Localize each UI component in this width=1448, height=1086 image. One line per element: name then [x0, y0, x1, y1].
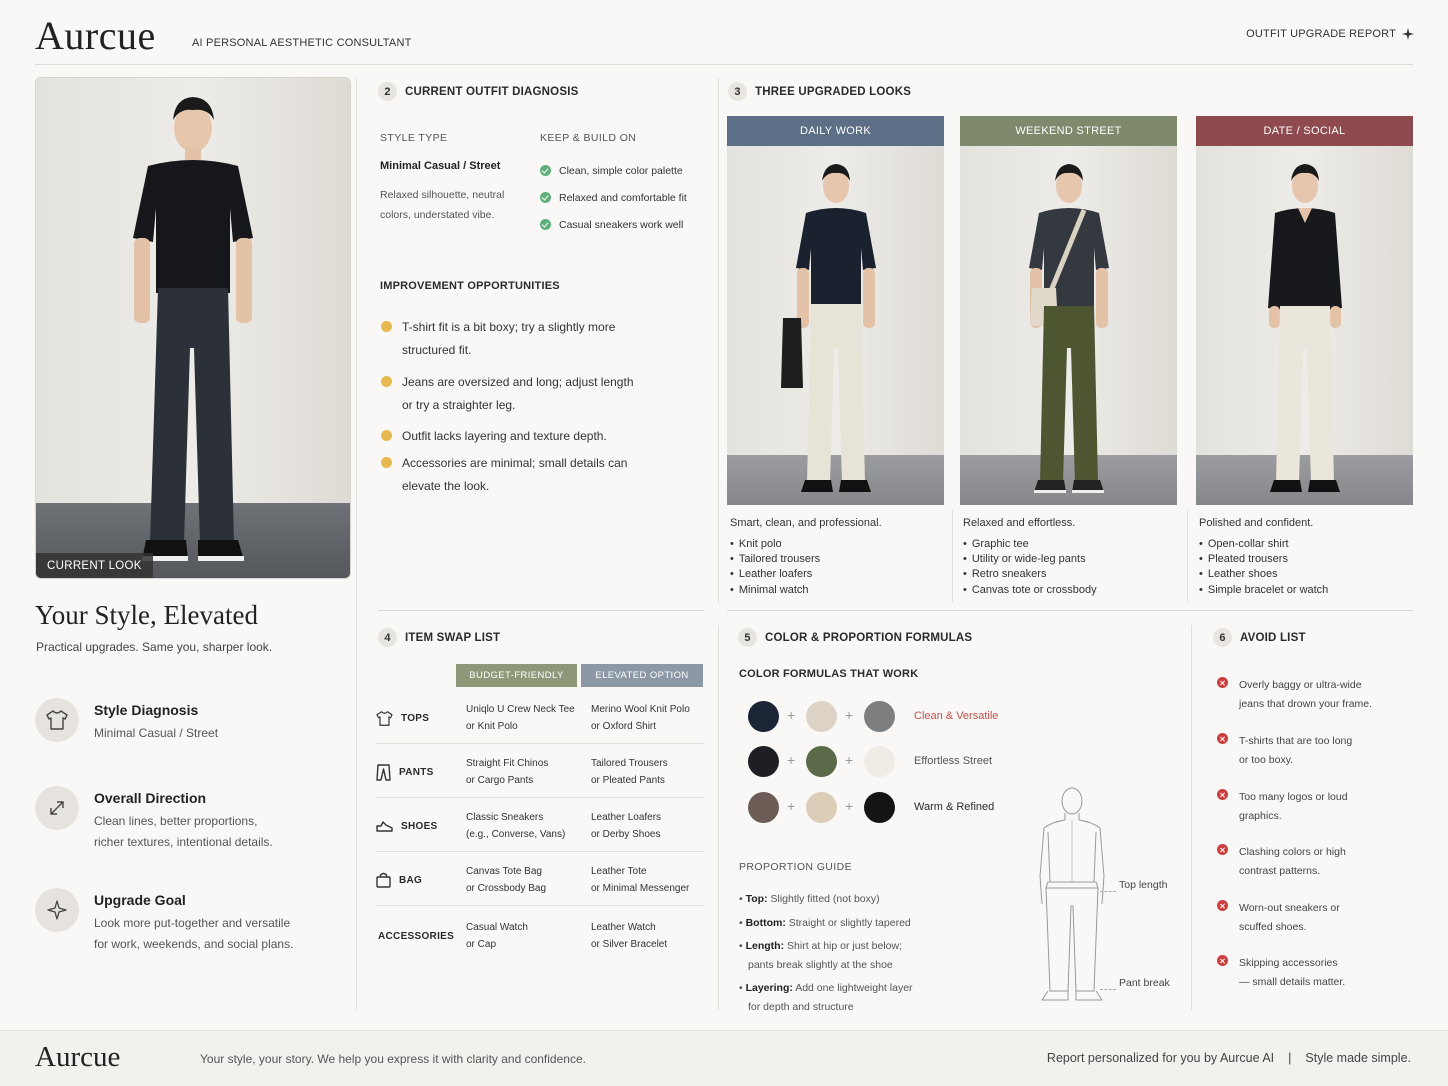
improve-line: structured fit.: [402, 342, 472, 357]
summary-text: Look more put-together and versatile: [94, 916, 291, 930]
section-title: CURRENT OUTFIT DIAGNOSIS: [405, 85, 579, 98]
avoid-item: [1217, 954, 1372, 1010]
avoid-line: scuffed shoes.: [1239, 921, 1307, 933]
check-icon: [540, 165, 551, 176]
summary-text: for work, weekends, and social plans.: [94, 937, 294, 951]
section-divider: [378, 610, 704, 611]
budget-column-header: BUDGET-FRIENDLY: [456, 664, 577, 687]
avoid-item: [1217, 843, 1372, 899]
look-card-date-social: [1196, 116, 1413, 598]
person-figure: [781, 158, 891, 498]
shirt-icon-circle: [35, 698, 79, 742]
bullet-icon: [381, 457, 392, 468]
look-header: DAILY WORK: [727, 116, 944, 146]
look-bullet: • Simple bracelet or watch: [1199, 583, 1413, 598]
option-line: Leather Loafers: [591, 812, 662, 823]
footer-tagline: Your style, your story. We help you express it with clarity and confidence.: [200, 1052, 586, 1066]
x-icon: [1217, 733, 1228, 744]
summary-text: Clean lines, better proportions,: [94, 814, 258, 828]
person-figure: [1014, 158, 1124, 498]
keep-label: KEEP & BUILD ON: [540, 132, 637, 144]
improve-line: Jeans are oversized and long; adjust length: [402, 375, 634, 389]
look-bullet: • Knit polo: [730, 537, 944, 552]
avoid-item: [1217, 676, 1372, 732]
x-icon: [1217, 789, 1228, 800]
swap-row-pants: [376, 746, 704, 798]
look-bullet: • Utility or wide-leg pants: [963, 552, 1177, 567]
plus-icon: +: [787, 798, 796, 814]
keep-text: Relaxed and comfortable fit: [559, 191, 687, 204]
sparkle-icon: [1402, 28, 1414, 40]
option-line: Straight Fit Chinos: [466, 758, 549, 769]
improve-item: [381, 452, 627, 497]
option-line: Canvas Tote Bag: [466, 866, 542, 877]
proportion-label: PROPORTION GUIDE: [739, 861, 852, 873]
option-line: or Oxford Shirt: [591, 720, 657, 732]
avoid-line: Skipping accessories: [1239, 957, 1338, 969]
bullet-icon: [381, 321, 392, 332]
formulas-heading: [738, 628, 972, 647]
proportion-key: Layering:: [745, 982, 793, 994]
bag-icon: [376, 872, 391, 888]
avoid-line: Too many logos or loud: [1239, 791, 1348, 803]
shirt-icon: [46, 710, 68, 730]
footer-brand: Aurcue: [35, 1041, 121, 1073]
proportion-key: Top:: [745, 893, 768, 905]
proportion-text: for depth and structure: [748, 1000, 854, 1013]
color-swatch: [806, 701, 837, 732]
style-desc: Relaxed silhouette, neutral: [380, 189, 505, 201]
improve-line: Outfit lacks layering and texture depth.: [402, 429, 607, 443]
option-line: Merino Wool Knit Polo: [591, 704, 690, 715]
proportion-item: • Layering: Add one lightweight layer for depth and structure: [739, 979, 939, 1016]
summary-text: richer textures, intentional details.: [94, 835, 273, 849]
proportion-figure-sketch: [1032, 786, 1112, 1008]
look-photo: [1196, 146, 1413, 505]
look-bullet: • Pleated trousers: [1199, 552, 1413, 567]
option-line: or Pleated Pants: [591, 774, 665, 786]
avoid-line: jeans that drown your frame.: [1239, 698, 1373, 710]
budget-option: [466, 920, 528, 953]
option-line: or Cargo Pants: [466, 774, 534, 786]
x-icon: [1217, 844, 1228, 855]
keep-text: Clean, simple color palette: [559, 164, 683, 177]
brand-tagline: AI PERSONAL AESTHETIC CONSULTANT: [192, 37, 412, 49]
proportion-text: Slightly fitted (not boxy): [770, 893, 880, 905]
section-divider: [727, 610, 1413, 611]
swap-category-label: SHOES: [401, 820, 438, 832]
color-formula-label: Clean & Versatile: [914, 710, 999, 722]
option-line: or Silver Bracelet: [591, 938, 668, 950]
look-divider: [1187, 510, 1188, 602]
column-divider: [718, 625, 719, 1010]
swap-category: [376, 800, 438, 852]
style-type-label: STYLE TYPE: [380, 132, 448, 144]
brand-logo: Aurcue: [35, 13, 156, 58]
elevated-column-header: ELEVATED OPTION: [581, 664, 703, 687]
check-icon: [540, 219, 551, 230]
look-header: DATE / SOCIAL: [1196, 116, 1413, 146]
option-line: or Knit Polo: [466, 720, 518, 732]
look-desc: Relaxed and effortless.: [963, 517, 1076, 529]
budget-option: [466, 756, 548, 789]
option-line: or Derby Shoes: [591, 828, 661, 840]
subhead: Practical upgrades. Same you, sharper look.: [36, 640, 273, 654]
swap-category-label: PANTS: [399, 766, 434, 778]
option-line: Classic Sneakers: [466, 812, 544, 823]
look-desc: Smart, clean, and professional.: [730, 517, 882, 529]
swap-heading: [378, 628, 500, 647]
swap-row-tops: [376, 692, 704, 744]
section-number: 3: [728, 82, 747, 101]
color-swatch: [806, 792, 837, 823]
look-bullet: • Leather loafers: [730, 567, 944, 582]
swap-category: [376, 908, 454, 964]
option-line: Tailored Trousers: [591, 758, 668, 769]
expand-arrows-icon: [48, 799, 66, 817]
elevated-option: [591, 920, 667, 953]
shirt-icon: [376, 711, 393, 726]
current-look-badge: CURRENT LOOK: [36, 553, 153, 578]
look-bullet: • Retro sneakers: [963, 567, 1177, 582]
arrows-icon-circle: [35, 786, 79, 830]
person-figure: [118, 88, 268, 568]
option-line: Casual Watch: [466, 922, 528, 933]
star-icon-circle: [35, 888, 79, 932]
color-swatch: [748, 792, 779, 823]
sparkle-star-icon: [47, 900, 67, 920]
plus-icon: +: [845, 798, 854, 814]
elevated-option: [591, 756, 668, 789]
option-line: Leather Watch: [591, 922, 656, 933]
look-bullets: [1199, 537, 1413, 598]
avoid-item: [1217, 788, 1372, 843]
keep-item: [540, 184, 687, 211]
improve-line: elevate the look.: [402, 478, 490, 493]
avoid-list: [1217, 676, 1372, 1010]
pant-break-label: Pant break: [1119, 977, 1170, 989]
bullet-icon: [381, 376, 392, 387]
elevated-option: [591, 702, 690, 735]
proportion-item: • Bottom: Straight or slightly tapered: [739, 916, 911, 929]
avoid-heading: [1213, 628, 1306, 647]
proportion-item: • Top: Slightly fitted (not boxy): [739, 893, 880, 905]
proportion-key: Length:: [745, 940, 785, 952]
proportion-text: pants break slightly at the shoe: [748, 958, 893, 971]
proportion-key: Bottom:: [745, 916, 786, 929]
color-formula-label: Warm & Refined: [914, 801, 995, 813]
shoe-icon: [376, 820, 393, 833]
look-bullet: • Canvas tote or crossbody: [963, 583, 1177, 598]
color-swatch: [864, 792, 895, 823]
swap-row-bag: [376, 854, 704, 906]
avoid-line: graphics.: [1239, 810, 1282, 822]
proportion-list: [739, 890, 939, 1016]
proportion-item: • Length: Shirt at hip or just below; pants break slightly at the shoe: [739, 937, 939, 974]
avoid-line: or too boxy.: [1239, 754, 1294, 766]
avoid-line: — small details matter.: [1239, 976, 1346, 988]
budget-option: [466, 864, 546, 897]
looks-heading: [728, 82, 911, 101]
avoid-line: Overly baggy or ultra-wide: [1239, 679, 1362, 691]
section-number: 4: [378, 628, 397, 647]
footer-credit-group: [1047, 1051, 1411, 1065]
color-formula-label: Effortless Street: [914, 755, 993, 767]
color-swatch: [748, 746, 779, 777]
color-swatch: [806, 746, 837, 777]
proportion-text: Add one lightweight layer: [795, 982, 913, 994]
look-bullet: • Tailored trousers: [730, 552, 944, 567]
footer-motto: Style made simple.: [1305, 1051, 1411, 1065]
avoid-line: Worn-out sneakers or: [1239, 902, 1340, 914]
report-label-text: OUTFIT UPGRADE REPORT: [1246, 28, 1396, 40]
swap-category-label: ACCESSORIES: [378, 930, 455, 942]
current-look-photo: [35, 77, 351, 579]
improve-label: IMPROVEMENT OPPORTUNITIES: [380, 280, 560, 292]
color-swatch: [864, 701, 895, 732]
look-card-daily-work: [727, 116, 944, 598]
x-icon: [1217, 677, 1228, 688]
pant-break-guide: [1100, 989, 1116, 990]
improve-item: [381, 425, 607, 448]
look-photo: [960, 146, 1177, 505]
column-divider: [1191, 625, 1192, 1010]
section-number: 2: [378, 82, 397, 101]
elevated-option: [591, 810, 661, 843]
x-icon: [1217, 955, 1228, 966]
section-number: 5: [738, 628, 757, 647]
plus-icon: +: [787, 707, 796, 723]
avoid-line: Clashing colors or high: [1239, 846, 1346, 858]
header-divider: [35, 64, 1413, 65]
option-line: (e.g., Converse, Vans): [466, 828, 566, 840]
keep-item: [540, 211, 687, 238]
swap-category: [376, 854, 422, 906]
swap-category-label: TOPS: [401, 712, 430, 724]
report-label: [1246, 28, 1414, 40]
proportion-text: Straight or slightly tapered: [788, 916, 911, 929]
summary-title: Upgrade Goal: [94, 892, 186, 908]
x-icon: [1217, 900, 1228, 911]
pants-icon: [376, 764, 391, 781]
footer: [0, 1030, 1448, 1086]
swap-row-shoes: [376, 800, 704, 852]
avoid-line: T-shirts that are too long: [1239, 735, 1353, 747]
look-divider: [952, 510, 953, 602]
look-desc: Polished and confident.: [1199, 517, 1314, 529]
column-divider: [718, 78, 719, 603]
look-bullet: • Minimal watch: [730, 583, 944, 598]
option-line: or Crossbody Bag: [466, 882, 547, 894]
look-card-weekend-street: [960, 116, 1177, 598]
improve-line: or try a straighter leg.: [402, 397, 516, 412]
avoid-line: contrast patterns.: [1239, 865, 1321, 877]
color-swatch: [864, 746, 895, 777]
diagnosis-heading: [378, 82, 578, 101]
look-bullet: • Graphic tee: [963, 537, 1177, 552]
color-formulas-label: COLOR FORMULAS THAT WORK: [739, 668, 919, 680]
plus-icon: +: [845, 752, 854, 768]
improve-line: T-shirt fit is a bit boxy; try a slightly more: [402, 320, 616, 334]
option-line: or Cap: [466, 938, 497, 950]
improve-item: [381, 316, 615, 361]
plus-icon: +: [787, 752, 796, 768]
look-photo: [727, 146, 944, 505]
top-length-guide: [1100, 891, 1116, 892]
keep-list: [540, 162, 687, 238]
footer-credit: Report personalized for you by Aurcue AI: [1046, 1051, 1275, 1065]
headline: Your Style, Elevated: [35, 600, 258, 630]
color-swatch: [748, 701, 779, 732]
look-bullet: • Open-collar shirt: [1199, 537, 1413, 552]
option-line: or Minimal Messenger: [591, 882, 690, 894]
look-header: WEEKEND STREET: [960, 116, 1177, 146]
option-line: Uniqlo U Crew Neck Tee: [466, 704, 575, 715]
budget-option: [466, 810, 565, 843]
proportion-text: Shirt at hip or just below;: [787, 940, 902, 952]
summary-title: Style Diagnosis: [94, 702, 199, 718]
person-figure: [1250, 158, 1360, 498]
look-bullets: [963, 537, 1177, 598]
section-title: COLOR & PROPORTION FORMULAS: [765, 631, 973, 644]
option-line: Leather Tote: [591, 866, 647, 877]
section-title: THREE UPGRADED LOOKS: [755, 85, 912, 98]
look-bullets: [730, 537, 944, 598]
elevated-option: [591, 864, 689, 897]
summary-title: Overall Direction: [94, 790, 207, 806]
bullet-icon: [381, 430, 392, 441]
summary-text: Minimal Casual / Street: [94, 726, 219, 740]
improve-line: Accessories are minimal; small details can: [402, 456, 628, 470]
style-desc: colors, understated vibe.: [380, 209, 495, 221]
plus-icon: +: [845, 707, 854, 723]
keep-text: Casual sneakers work well: [559, 218, 684, 231]
swap-category-label: BAG: [399, 874, 423, 886]
swap-category: [376, 692, 429, 744]
style-type-value: Minimal Casual / Street: [380, 160, 501, 172]
top-length-label: Top length: [1119, 879, 1168, 891]
swap-category: [376, 746, 434, 798]
avoid-item: [1217, 899, 1372, 954]
look-bullet: • Leather shoes: [1199, 567, 1413, 582]
swap-row-accessories: [376, 908, 704, 968]
check-icon: [540, 192, 551, 203]
keep-item: [540, 157, 687, 184]
footer-separator: |: [1288, 1051, 1292, 1065]
section-number: 6: [1213, 628, 1232, 647]
improve-item: [381, 371, 634, 416]
budget-option: [466, 702, 575, 735]
column-divider: [356, 78, 357, 1010]
section-title: AVOID LIST: [1240, 631, 1306, 644]
avoid-item: [1217, 732, 1372, 788]
section-title: ITEM SWAP LIST: [405, 631, 501, 644]
